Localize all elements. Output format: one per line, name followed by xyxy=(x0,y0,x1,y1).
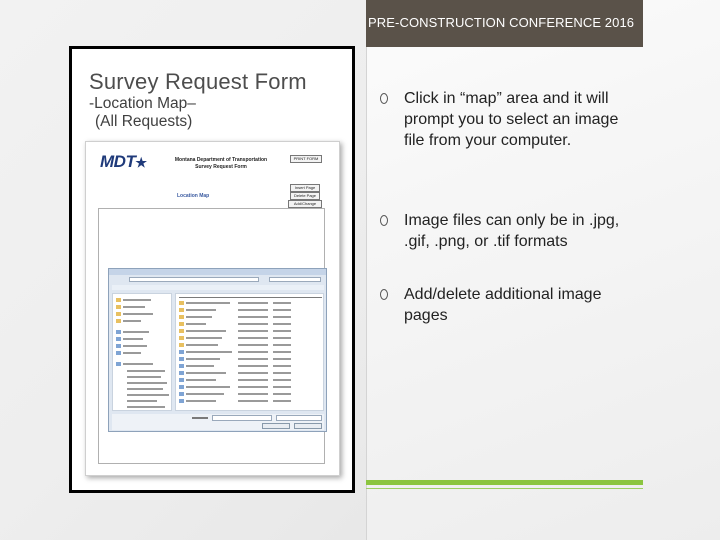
file-row[interactable] xyxy=(186,386,230,388)
file-row[interactable] xyxy=(186,393,224,395)
file-row-type xyxy=(273,309,291,311)
file-row[interactable] xyxy=(186,372,226,374)
folder-icon xyxy=(116,298,121,302)
bullet-text: Image files can only be in .jpg, .gif, .png, or .tif formats xyxy=(404,212,620,250)
folder-icon xyxy=(179,336,184,340)
mdt-logo-text: MDT xyxy=(100,152,136,171)
nav-item[interactable] xyxy=(123,313,153,315)
nav-item[interactable] xyxy=(123,320,141,322)
bullet-text: Click in “map” area and it will prompt you to select an image file from your computer. xyxy=(404,90,619,149)
nav-item[interactable] xyxy=(127,376,161,378)
file-name-label xyxy=(192,417,208,419)
file-icon xyxy=(179,399,184,403)
slide-subtitle xyxy=(89,95,196,131)
library-icon xyxy=(116,351,121,355)
accent-line xyxy=(366,488,643,489)
file-row-type xyxy=(273,379,291,381)
bullet-item xyxy=(380,284,635,326)
file-open-dialog xyxy=(108,268,327,432)
file-row[interactable] xyxy=(186,309,216,311)
nav-item[interactable] xyxy=(123,363,153,365)
folder-icon xyxy=(179,322,184,326)
nav-item[interactable] xyxy=(123,352,141,354)
file-row[interactable] xyxy=(186,365,214,367)
document-org-title xyxy=(166,157,276,171)
file-row[interactable] xyxy=(186,316,212,318)
file-row-date xyxy=(238,330,268,332)
org-line-2: Survey Request Form xyxy=(195,164,247,170)
file-row-date xyxy=(238,400,268,402)
folder-icon xyxy=(179,301,184,305)
dialog-address-bar[interactable] xyxy=(129,277,259,282)
library-icon xyxy=(116,344,121,348)
bullet-item xyxy=(380,88,635,210)
bullet-circle-icon xyxy=(380,289,388,300)
file-row[interactable] xyxy=(186,351,232,353)
cancel-button[interactable] xyxy=(294,423,322,429)
file-row-type xyxy=(273,337,291,339)
file-row-date xyxy=(238,351,268,353)
dialog-bottom-bar xyxy=(112,414,324,430)
nav-item[interactable] xyxy=(127,388,163,390)
folder-icon xyxy=(179,343,184,347)
file-row-date xyxy=(238,386,268,388)
nav-item[interactable] xyxy=(127,382,167,384)
file-row-type xyxy=(273,302,291,304)
folder-icon xyxy=(179,315,184,319)
delete-page-button[interactable]: Delete Page xyxy=(290,192,320,200)
folder-icon xyxy=(116,305,121,309)
dialog-toolbar xyxy=(112,285,324,290)
nav-item[interactable] xyxy=(123,345,147,347)
computer-icon xyxy=(116,362,121,366)
nav-item[interactable] xyxy=(123,299,151,301)
header-band xyxy=(366,0,643,47)
file-row-type xyxy=(273,323,291,325)
file-row[interactable] xyxy=(186,323,206,325)
file-row-type xyxy=(273,344,291,346)
slide-title: Survey Request Form xyxy=(89,69,307,94)
bullet-item xyxy=(380,210,635,284)
file-icon xyxy=(179,371,184,375)
file-icon xyxy=(179,357,184,361)
file-row-type xyxy=(273,316,291,318)
file-type-select[interactable] xyxy=(276,415,322,421)
file-icon xyxy=(179,392,184,396)
vertical-divider xyxy=(366,0,367,540)
file-row-type xyxy=(273,365,291,367)
bullet-list xyxy=(380,88,635,326)
file-row-type xyxy=(273,386,291,388)
file-row-date xyxy=(238,323,268,325)
file-row-type xyxy=(273,400,291,402)
file-row[interactable] xyxy=(186,379,216,381)
nav-item[interactable] xyxy=(123,338,143,340)
star-icon: ★ xyxy=(135,155,147,170)
file-row-date xyxy=(238,393,268,395)
file-row[interactable] xyxy=(186,358,220,360)
dialog-file-list[interactable] xyxy=(175,293,324,411)
conference-title: PRE-CONSTRUCTION CONFERENCE 2016 xyxy=(368,15,635,30)
nav-item[interactable] xyxy=(123,331,149,333)
open-button[interactable] xyxy=(262,423,290,429)
nav-item[interactable] xyxy=(127,370,165,372)
folder-icon xyxy=(116,312,121,316)
library-icon xyxy=(116,330,121,334)
org-line-1: Montana Department of Transportation xyxy=(174,157,268,163)
file-row[interactable] xyxy=(186,344,218,346)
nav-item[interactable] xyxy=(127,400,157,402)
file-icon xyxy=(179,350,184,354)
nav-item[interactable] xyxy=(127,394,169,396)
file-row[interactable] xyxy=(186,337,222,339)
insert-page-button[interactable]: Insert Page xyxy=(290,184,320,192)
bullet-circle-icon xyxy=(380,215,388,226)
file-row-date xyxy=(238,365,268,367)
file-row-type xyxy=(273,330,291,332)
file-row-date xyxy=(238,372,268,374)
dialog-search-box[interactable] xyxy=(269,277,321,282)
file-icon xyxy=(179,364,184,368)
survey-form-document xyxy=(85,141,340,476)
folder-icon xyxy=(179,308,184,312)
file-row-type xyxy=(273,351,291,353)
file-row-date xyxy=(238,337,268,339)
bullet-circle-icon xyxy=(380,93,388,104)
dialog-title-bar xyxy=(109,269,326,275)
file-row[interactable] xyxy=(186,330,226,332)
file-row[interactable] xyxy=(186,302,230,304)
subtitle-line-2: (All Requests) xyxy=(95,113,193,130)
file-row[interactable] xyxy=(186,400,216,402)
accent-bar xyxy=(366,480,643,485)
file-row-type xyxy=(273,358,291,360)
file-row-date xyxy=(238,358,268,360)
file-row-date xyxy=(238,302,268,304)
print-form-button[interactable]: PRINT FORM xyxy=(290,155,322,163)
bullet-text: Add/delete additional image pages xyxy=(404,286,602,324)
folder-icon xyxy=(116,319,121,323)
add-change-image-button[interactable]: Add/Change xyxy=(288,200,322,208)
file-row-date xyxy=(238,344,268,346)
file-row-type xyxy=(273,393,291,395)
subtitle-line-1: -Location Map– xyxy=(89,95,196,112)
file-icon xyxy=(179,385,184,389)
file-name-field[interactable] xyxy=(212,415,272,421)
file-list-header xyxy=(179,297,322,298)
mdt-logo xyxy=(100,152,146,172)
folder-icon xyxy=(179,329,184,333)
nav-item[interactable] xyxy=(123,306,145,308)
library-icon xyxy=(116,337,121,341)
file-row-type xyxy=(273,372,291,374)
file-icon xyxy=(179,378,184,382)
nav-item[interactable] xyxy=(127,406,165,408)
file-row-date xyxy=(238,379,268,381)
file-row-date xyxy=(238,316,268,318)
location-map-heading: Location Map xyxy=(177,193,210,199)
file-row-date xyxy=(238,309,268,311)
dialog-navigation-pane[interactable] xyxy=(112,293,172,411)
